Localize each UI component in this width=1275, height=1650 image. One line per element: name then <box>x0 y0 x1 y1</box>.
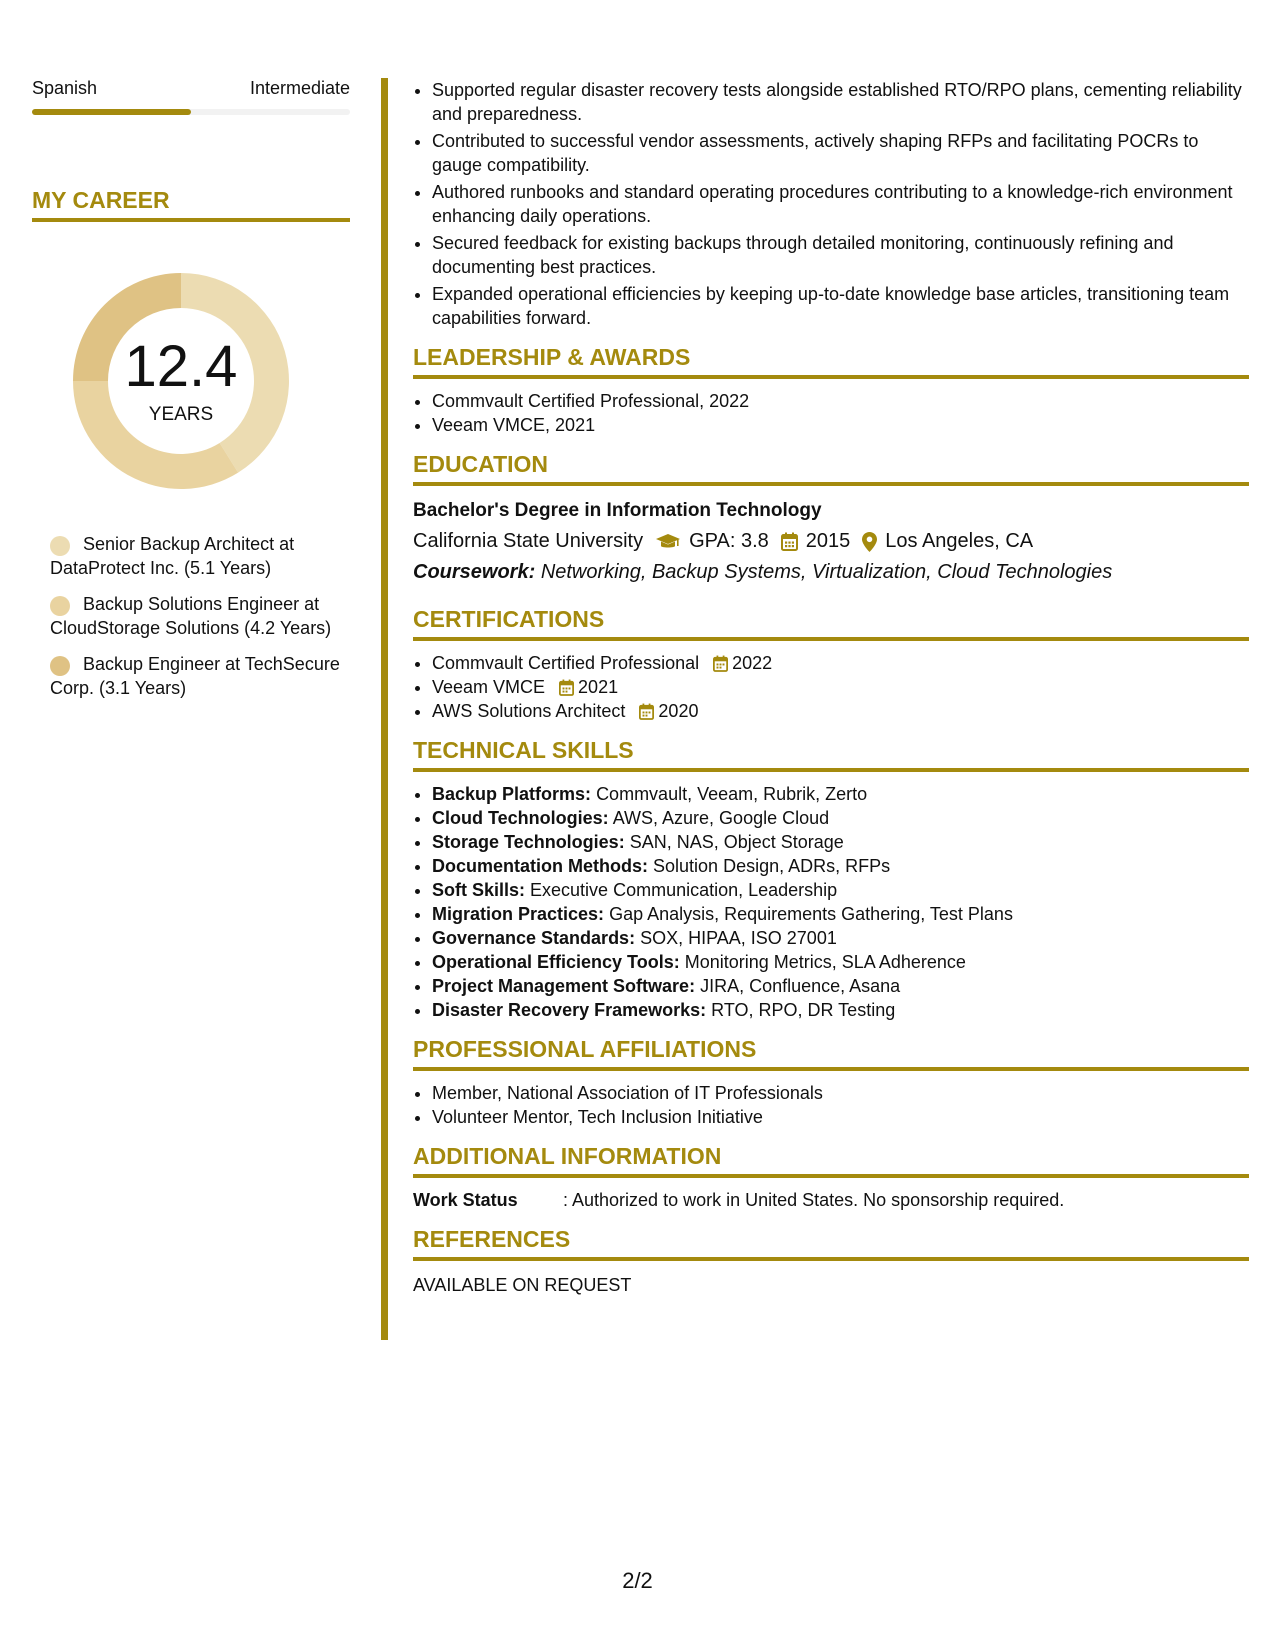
list-item <box>432 902 1249 926</box>
work-status-label: Work Status <box>413 1190 518 1210</box>
list-item: • Volunteer Mentor, Tech Inclusion Initiative <box>432 1105 1249 1129</box>
graduation-cap-icon <box>655 533 681 551</box>
skill-label: Cloud Technologies: <box>432 808 609 828</box>
skill-label: Soft Skills: <box>432 880 526 900</box>
list-item <box>432 806 1249 830</box>
legend-dot <box>50 536 70 556</box>
skills-heading: TECHNICAL SKILLS <box>413 737 1249 772</box>
legend-label: Senior Backup Architect at DataProtect Inc. (5.1 Years) <box>50 534 295 578</box>
calendar-icon <box>713 655 728 672</box>
education-location: Los Angeles, CA <box>885 530 1034 552</box>
skill-label: Migration Practices: <box>432 904 605 924</box>
list-item: • Commvault Certified Professional, 2022 <box>432 389 1249 413</box>
skill-value: Commvault, Veeam, Rubrik, Zerto <box>596 784 868 804</box>
education-school: California State University <box>413 530 644 552</box>
work-status-row <box>413 1188 1249 1212</box>
work-status-value: : Authorized to work in United States. No sponsorship required. <box>563 1190 1065 1210</box>
calendar-icon <box>639 703 654 720</box>
skill-value: SAN, NAS, Object Storage <box>629 832 844 852</box>
certifications-heading: CERTIFICATIONS <box>413 606 1249 641</box>
skill-value: Solution Design, ADRs, RFPs <box>653 856 891 876</box>
skills-list <box>413 782 1249 1022</box>
column-divider <box>381 78 388 1340</box>
language-proficiency-bar <box>32 109 350 115</box>
legend-item <box>32 532 350 580</box>
list-item: • Veeam VMCE, 2021 <box>432 413 1249 437</box>
list-item <box>432 651 1249 675</box>
skill-value: Gap Analysis, Requirements Gathering, Test Plans <box>609 904 1013 924</box>
legend-item <box>32 592 350 640</box>
skill-label: Documentation Methods: <box>432 856 648 876</box>
calendar-icon <box>781 532 798 551</box>
list-item <box>432 782 1249 806</box>
skill-label: Governance Standards: <box>432 928 636 948</box>
skill-label: Backup Platforms: <box>432 784 592 804</box>
cert-year: 2022 <box>732 653 773 673</box>
leadership-heading: LEADERSHIP & AWARDS <box>413 344 1249 379</box>
additional-info-heading: ADDITIONAL INFORMATION <box>413 1143 1249 1178</box>
skill-value: Monitoring Metrics, SLA Adherence <box>684 952 966 972</box>
list-item: • Contributed to successful vendor assessments, actively shaping RFPs and facilitating POCRs to gauge compatibility. <box>432 129 1249 177</box>
skill-value: Executive Communication, Leadership <box>530 880 838 900</box>
references-text: AVAILABLE ON REQUEST <box>413 1275 632 1295</box>
list-item: • Supported regular disaster recovery tests alongside established RTO/RPO plans, cementing reliability and preparedness. <box>432 78 1249 126</box>
language-level: Intermediate <box>249 78 350 98</box>
experience-bullets <box>413 78 1249 330</box>
references-heading: REFERENCES <box>413 1226 1249 1261</box>
list-item: • Authored runbooks and standard operating procedures contributing to a knowledge-rich environment enhancing daily operations. <box>432 180 1249 228</box>
affiliations-heading: PROFESSIONAL AFFILIATIONS <box>413 1036 1249 1071</box>
skill-value: SOX, HIPAA, ISO 27001 <box>640 928 837 948</box>
list-item: • Member, National Association of IT Professionals <box>432 1081 1249 1105</box>
list-item <box>432 878 1249 902</box>
sidebar <box>32 78 350 712</box>
career-legend <box>32 532 350 700</box>
list-item: • Secured feedback for existing backups through detailed monitoring, continuously refining and documenting best practices. <box>432 231 1249 279</box>
legend-dot <box>50 596 70 616</box>
language-name: Spanish <box>32 78 98 98</box>
calendar-icon <box>559 679 574 696</box>
list-item <box>432 926 1249 950</box>
list-item <box>432 950 1249 974</box>
list-item <box>432 830 1249 854</box>
list-item <box>432 974 1249 998</box>
legend-label: Backup Solutions Engineer at CloudStorage Solutions (4.2 Years) <box>50 594 332 638</box>
education-year: 2015 <box>805 530 851 552</box>
location-pin-icon <box>862 532 877 552</box>
career-heading: MY CAREER <box>32 187 350 222</box>
cert-name: • Commvault Certified Professional <box>432 653 700 673</box>
affiliations-list <box>413 1081 1249 1129</box>
skill-value: RTO, RPO, DR Testing <box>711 1000 896 1020</box>
list-item <box>432 675 1249 699</box>
language-proficiency-fill <box>32 109 191 115</box>
cert-year: 2020 <box>658 701 699 721</box>
career-donut-chart <box>66 266 296 496</box>
skill-label: Storage Technologies: <box>432 832 625 852</box>
legend-label: Backup Engineer at TechSecure Corp. (3.1 Years) <box>50 654 340 698</box>
education-details <box>413 526 1249 557</box>
coursework-label: Coursework: <box>413 561 536 583</box>
skill-label: Operational Efficiency Tools: <box>432 952 680 972</box>
skill-label: Disaster Recovery Frameworks: <box>432 1000 707 1020</box>
list-item: • Expanded operational efficiencies by keeping up-to-date knowledge base articles, transitioning team capabilities forward. <box>432 282 1249 330</box>
cert-year: 2021 <box>578 677 619 697</box>
main-column <box>413 78 1249 1297</box>
list-item <box>432 699 1249 723</box>
education-heading: EDUCATION <box>413 451 1249 486</box>
list-item <box>432 854 1249 878</box>
education-degree: Bachelor's Degree in Information Technology <box>413 500 822 521</box>
coursework-text: Networking, Backup Systems, Virtualization, Cloud Technologies <box>540 561 1113 583</box>
cert-name: • AWS Solutions Architect <box>432 701 626 721</box>
page-number: 2/2 <box>622 1568 653 1593</box>
skill-label: Project Management Software: <box>432 976 696 996</box>
cert-name: • Veeam VMCE <box>432 677 546 697</box>
career-total-unit: YEARS <box>148 404 214 425</box>
skill-value: JIRA, Confluence, Asana <box>700 976 901 996</box>
education-coursework <box>413 557 1249 588</box>
language-row <box>32 78 350 99</box>
list-item <box>432 998 1249 1022</box>
legend-dot <box>50 656 70 676</box>
leadership-list <box>413 389 1249 437</box>
education-gpa: GPA: 3.8 <box>689 530 769 552</box>
legend-item <box>32 652 350 700</box>
career-total-value: 12.4 <box>124 334 238 399</box>
certifications-list <box>413 651 1249 723</box>
skill-value: AWS, Azure, Google Cloud <box>612 808 830 828</box>
